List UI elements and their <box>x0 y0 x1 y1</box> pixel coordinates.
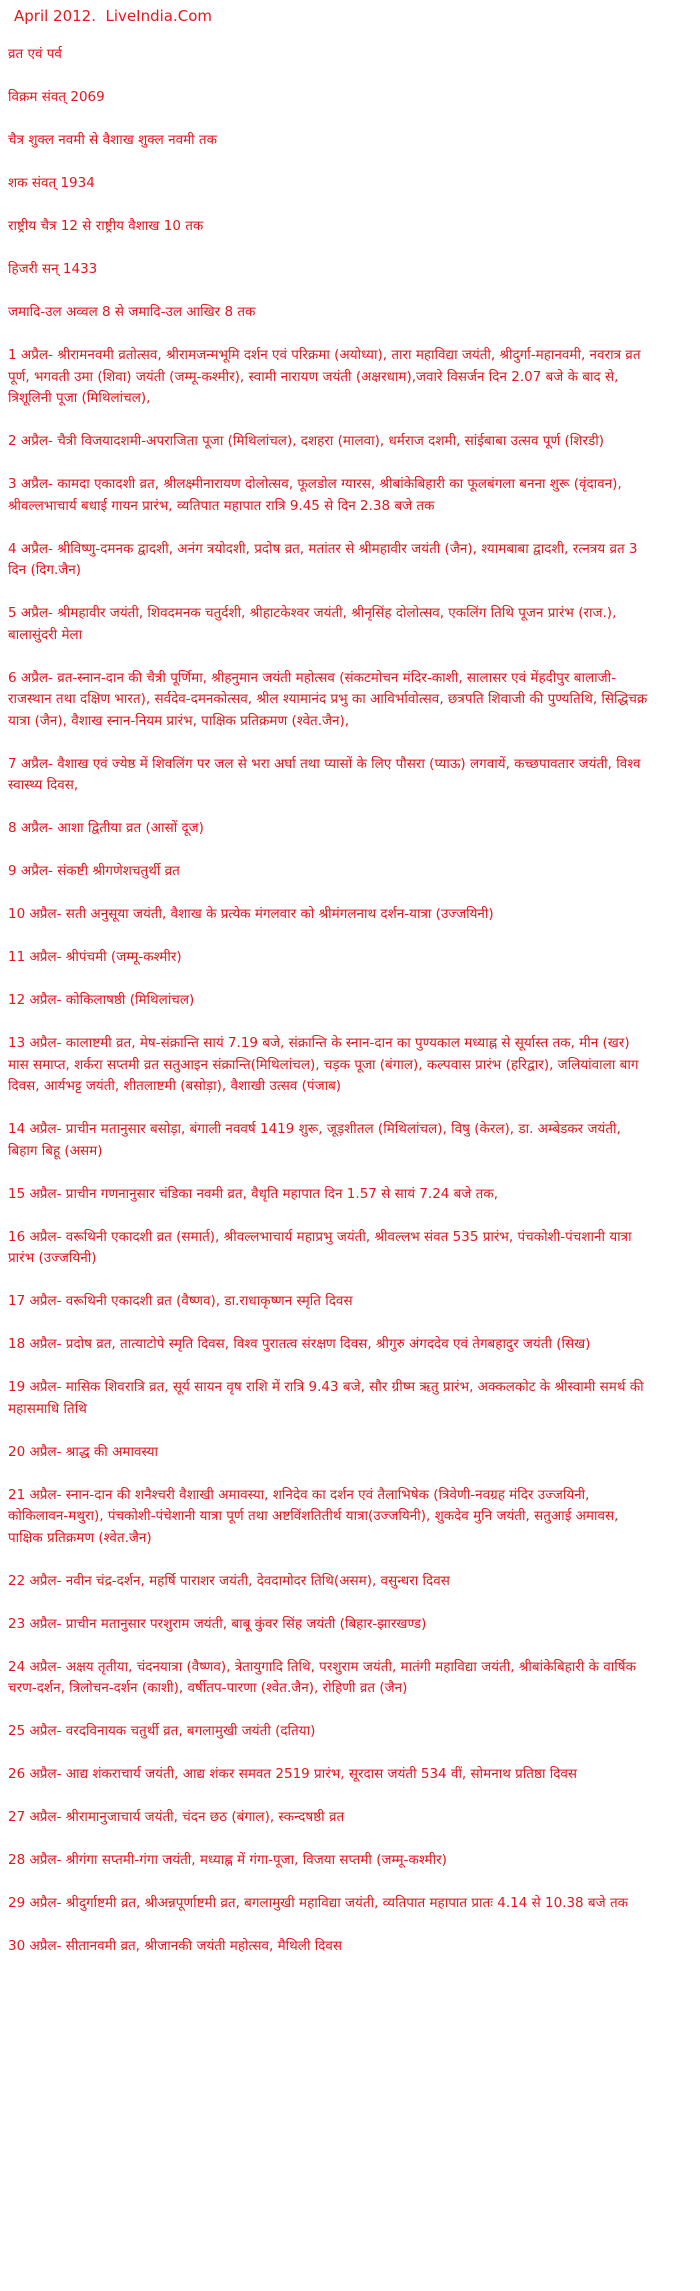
list-item: 3 अप्रैल- कामदा एकादशी व्रत, श्रीलक्ष्मीनारायण दोलोत्सव, फूलडोल ग्यारस, श्रीबांकेबिहारी का फूलबंगला बनना शुरू (वृंदावन), श्रीवल्लभाचार्य बधाई गायन प्रारंभ, व्यतिपात महापात रात्रि 9.45 से दिन 2.38 बजे तक <box>8 476 622 514</box>
list-item: चैत्र शुक्ल नवमी से वैशाख शुक्ल नवमी तक <box>8 132 217 148</box>
list-item: 21 अप्रैल- स्नान-दान की शनैश्चरी वैशाखी अमावस्या, शनिदेव का दर्शन एवं तैलाभिषेक (त्रिवेणी-नवग्रह मंदिर उज्जयिनी, कोकिलावन-मथुरा), पंचकोशी-पंचेशानी यात्रा पूर्ण तथा अष्टविंशतितीर्थ यात्रा(उज्जयिनी), शुकदेव मुनि जयंती, सतुआई अमावस, पाक्षिक प्रतिक्रमण (श्वेत.जैन) <box>8 1486 619 1546</box>
list-item: 19 अप्रैल- मासिक शिवरात्रि व्रत, सूर्य सायन वृष राशि में रात्रि 9.43 बजे, सौर ग्रीष्म ऋतु प्रारंभ, अक्कलकोट के श्रीस्वामी समर्थ की महासमाधि तिथि <box>8 1379 644 1417</box>
list-item: 25 अप्रैल- वरदविनायक चतुर्थी व्रत, बगलामुखी जयंती (दतिया) <box>8 1723 316 1739</box>
list-item: 24 अप्रैल- अक्षय तृतीया, चंदनयात्रा (वैष्णव), त्रेतायुगादि तिथि, परशुराम जयंती, मातंगी महाविद्या जयंती, श्रीबांकेबिहारी के वार्षिक चरण-दर्शन, त्रिलोचन-दर्शन (काशी), वर्षीतप-पारणा (श्वेत.जैन), रोहिणी व्रत (जैन) <box>8 1658 636 1696</box>
list-item: 10 अप्रैल- सती अनुसूया जयंती, वैशाख के प्रत्येक मंगलवार को श्रीमंगलनाथ दर्शन-यात्रा (उज्जयिनी) <box>8 906 494 922</box>
page-header: April 2012. LiveIndia.Com <box>14 7 213 25</box>
list-item: राष्ट्रीय चैत्र 12 से राष्ट्रीय वैशाख 10 तक <box>8 218 204 234</box>
list-item: 18 अप्रैल- प्रदोष व्रत, तात्याटोपे स्मृति दिवस, विश्व पुरातत्व संरक्षण दिवस, श्रीगुरु अंगददेव एवं तेगबहादुर जयंती (सिख) <box>8 1336 591 1352</box>
list-item: 11 अप्रैल- श्रीपंचमी (जम्मू-कश्मीर) <box>8 949 182 965</box>
list-item: 30 अप्रैल- सीतानवमी व्रत, श्रीजानकी जयंती महोत्सव, मैथिली दिवस <box>8 1938 343 1954</box>
list-item: जमादि-उल अव्वल 8 से जमादि-उल आखिर 8 तक <box>8 304 256 320</box>
list-item: 6 अप्रैल- व्रत-स्नान-दान की चैत्री पूर्णिमा, श्रीहनुमान जयंती महोत्सव (संकटमोचन मंदिर-काशी, सालासर एवं मेंहदीपुर बालाजी-राजस्थान तथा दक्षिण भारत), सर्वदेव-दमनकोत्सव, श्रील श्यामानंद प्रभु का आविर्भावोत्सव, छत्रपति शिवाजी की पुण्यतिथि, सिद्धिचक्र यात्रा (जैन), वैशाख स्नान-नियम प्रारंभ, पाक्षिक प्रतिक्रमण (श्वेत.जैन), <box>8 669 648 729</box>
list-item: 16 अप्रैल- वरूथिनी एकादशी व्रत (समार्त), श्रीवल्लभाचार्य महाप्रभु जयंती, श्रीवल्लभ संवत 535 प्रारंभ, पंचकोशी-पंचशानी यात्रा प्रारंभ (उज्जयिनी) <box>8 1228 632 1266</box>
list-item: शक संवत् 1934 <box>8 175 95 191</box>
list-item: 26 अप्रैल- आद्य शंकराचार्य जयंती, आद्य शंकर समवत 2519 प्रारंभ, सूरदास जयंती 534 वीं, सोमनाथ प्रतिष्ठा दिवस <box>8 1766 578 1782</box>
list-item: 29 अप्रैल- श्रीदुर्गाष्टमी व्रत, श्रीअन्नपूर्णाष्टमी व्रत, बगलामुखी महाविद्या जयंती, व्यतिपात महापात प्रातः 4.14 से 10.38 बजे तक <box>8 1895 629 1911</box>
festival-list <box>8 44 648 1979</box>
list-item: 20 अप्रैल- श्राद्ध की अमावस्या <box>8 1443 159 1460</box>
list-item: 17 अप्रैल- वरूथिनी एकादशी व्रत (वैष्णव), डा.राधाकृष्णन स्मृति दिवस <box>8 1293 353 1309</box>
list-item: 8 अप्रैल- आशा द्वितीया व्रत (आसों दूज) <box>8 820 204 836</box>
list-item: 27 अप्रैल- श्रीरामानुजाचार्य जयंती, चंदन छठ (बंगाल), स्कन्दषष्ठी व्रत <box>8 1809 345 1825</box>
list-item: 15 अप्रैल- प्राचीन गणनानुसार चंडिका नवमी व्रत, वैधृति महापात दिन 1.57 से सायं 7.24 बजे तक, <box>8 1185 499 1202</box>
list-item: 4 अप्रैल- श्रीविष्णु-दमनक द्वादशी, अनंग त्रयोदशी, प्रदोष व्रत, मतांतर से श्रीमहावीर जयंती (जैन), श्यामबाबा द्वादशी, रत्नत्रय व्रत 3 दिन (दिग.जैन) <box>8 540 638 578</box>
list-item: 23 अप्रैल- प्राचीन मतानुसार परशुराम जयंती, बाबू कुंवर सिंह जयंती (बिहार-झारखण्ड) <box>8 1615 427 1632</box>
list-item: 14 अप्रैल- प्राचीन मतानुसार बसोड़ा, बंगाली नववर्ष 1419 शुरू, जूड़शीतल (मिथिलांचल), विषु (केरल), डा. अम्बेडकर जयंती, बिहाग बिहू (असम) <box>8 1121 621 1159</box>
list-item: 1 अप्रैल- श्रीरामनवमी व्रतोत्सव, श्रीरामजन्मभूमि दर्शन एवं परिक्रमा (अयोध्या), तारा महाविद्या जयंती, श्रीदुर्गा-महानवमी, नवरात्र व्रत पूर्ण, भगवती उमा (शिवा) जयंती (जम्मू-कश्मीर), स्वामी नारायण जयंती (अक्षरधाम),जवारे विसर्जन दिन 2.07 बजे के बाद से, त्रिशूलिनी पूजा (मिथिलांचल), <box>8 347 641 406</box>
list-item: 12 अप्रैल- कोकिलाषष्ठी (मिथिलांचल) <box>8 992 195 1008</box>
list-item: 28 अप्रैल- श्रीगंगा सप्तमी-गंगा जयंती, मध्याह्न में गंगा-पूजा, विजया सप्तमी (जम्मू-कश्मीर) <box>8 1852 447 1868</box>
list-item: 13 अप्रैल- कालाष्टमी व्रत, मेष-संक्रान्ति सायं 7.19 बजे, संक्रान्ति के स्नान-दान का पुण्यकाल मध्याह्न से सूर्यास्त तक, मीन (खर) मास समाप्त, शर्करा सप्तमी व्रत सतुआइन संक्रान्ति(मिथिलांचल), चड़क पूजा (बंगाल), कल्पवास प्रारंभ (हरिद्वार), जलियांवाला बाग दिवस, आर्यभट्ट जयंती, शीतलाष्टमी (बसोड़ा), वैशाखी उत्सव (पंजाब) <box>8 1035 639 1094</box>
list-item: 5 अप्रैल- श्रीमहावीर जयंती, शिवदमनक चतुर्दशी, श्रीहाटकेश्वर जयंती, श्रीनृसिंह दोलोत्सव, एकलिंग तिथि पूजन प्रारंभ (राज.), बालासुंदरी मेला <box>8 605 617 643</box>
list-item: हिजरी सन् 1433 <box>8 261 98 277</box>
list-item: 22 अप्रैल- नवीन चंद्र-दर्शन, महर्षि पाराशर जयंती, देवदामोदर तिथि(असम), वसुन्धरा दिवस <box>8 1572 450 1589</box>
list-item: 2 अप्रैल- चैत्री विजयादशमी-अपराजिता पूजा (मिथिलांचल), दशहरा (मालवा), धर्मराज दशमी, सांईबाबा उत्सव पूर्ण (शिरडी) <box>8 433 604 449</box>
list-item: 7 अप्रैल- वैशाख एवं ज्येष्ठ में शिवलिंग पर जल से भरा अर्घा तथा प्यासों के लिए पौसरा (प्याऊ) लगवायें, कच्छपावतार जयंती, विश्व स्वास्थ्य दिवस, <box>8 755 641 793</box>
list-item: विक्रम संवत् 2069 <box>8 89 105 105</box>
section-title: व्रत एवं पर्व <box>8 46 62 62</box>
list-item: 9 अप्रैल- संकष्टी श्रीगणेशचतुर्थी व्रत <box>8 863 180 879</box>
